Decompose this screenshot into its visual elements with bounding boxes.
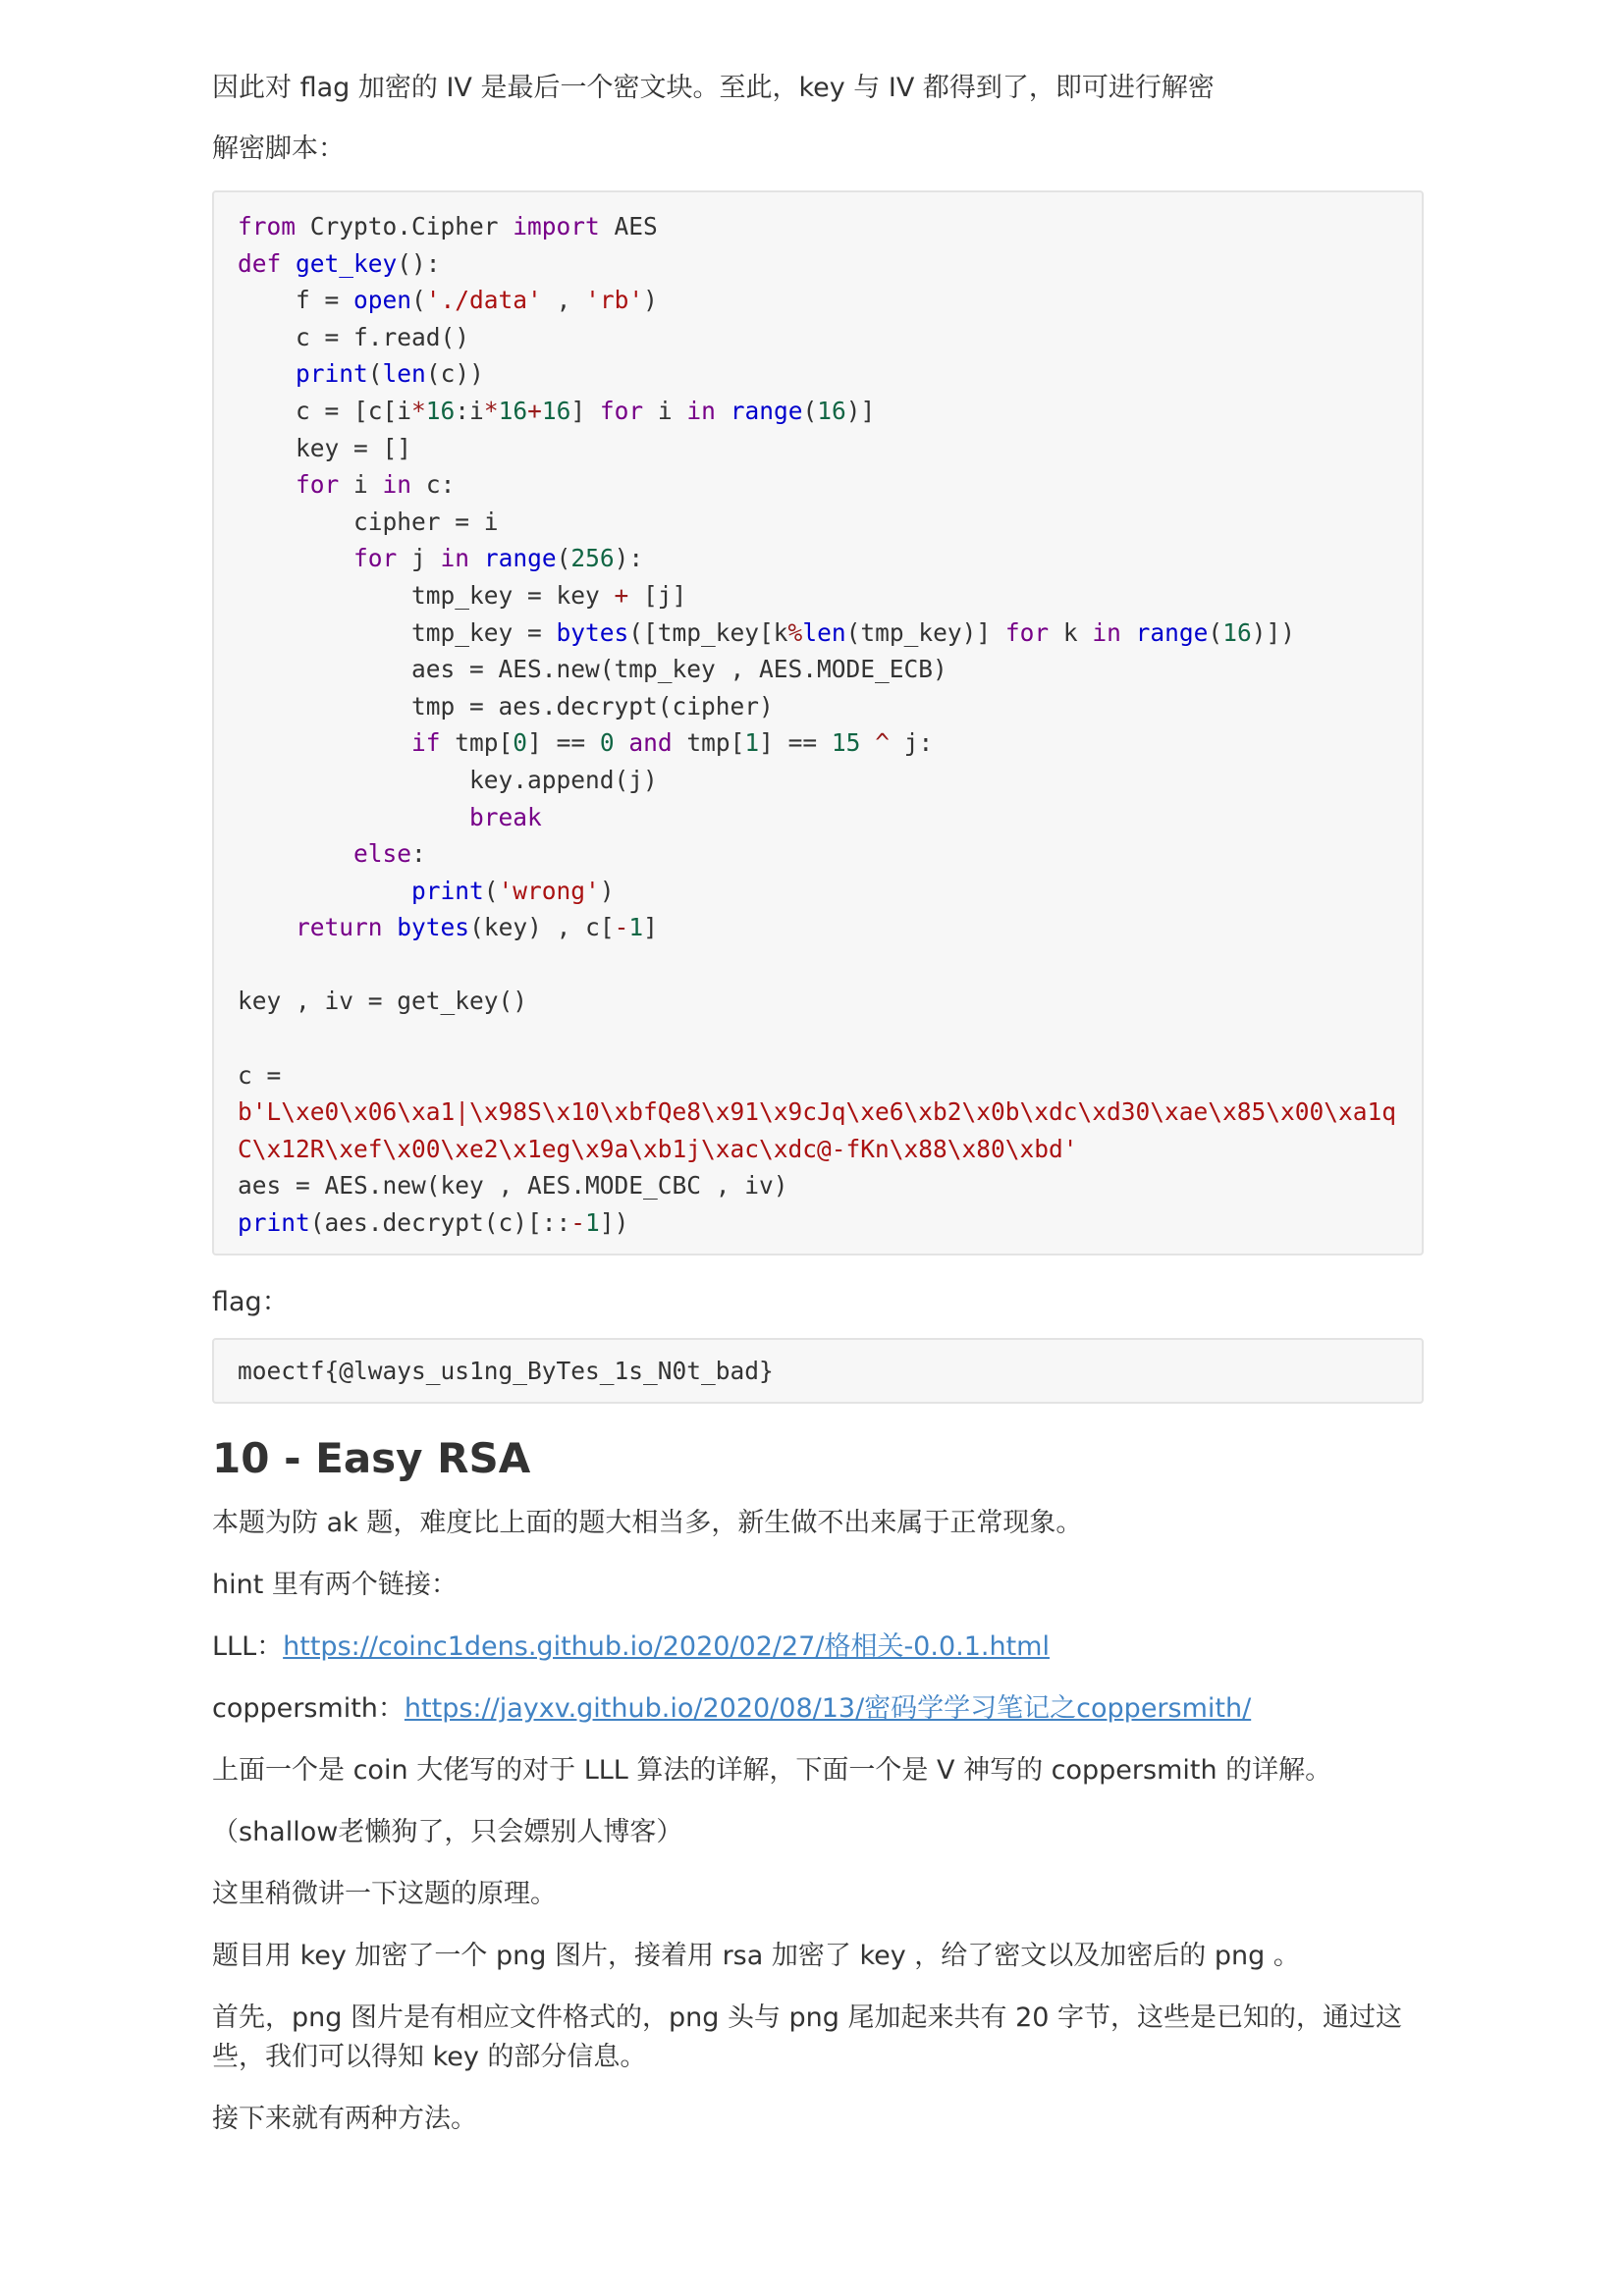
builtin-token: len — [802, 617, 846, 647]
builtin-token: open — [353, 286, 412, 315]
lll-link[interactable]: https://coinc1dens.github.io/2020/02/27/格相关-0.0.1.html — [283, 1631, 1050, 1663]
builtin-token: print — [238, 1208, 310, 1238]
keyword-token: else — [353, 839, 412, 869]
decrypt-code — [238, 208, 1398, 1242]
code-text: )] — [845, 396, 876, 425]
code-text: [j] — [628, 580, 687, 610]
code-text: ([tmp_key[k — [628, 617, 788, 647]
code-text — [716, 397, 730, 425]
code-line — [238, 1061, 281, 1090]
number-token: 16 — [541, 396, 571, 425]
code-line — [238, 1097, 1396, 1126]
code-text: (c)) — [425, 359, 484, 389]
keyword-token: def — [238, 248, 282, 278]
lll-label: LLL： — [212, 1631, 284, 1663]
number-token: 0 — [599, 728, 615, 758]
keyword-token: and — [628, 728, 673, 758]
code-text: ( — [802, 396, 818, 425]
code-line — [238, 544, 643, 572]
code-text: (key) , c[ — [469, 913, 615, 942]
builtin-token: get_key — [296, 248, 398, 278]
keyword-token: for — [599, 396, 644, 425]
operator-token: * — [411, 396, 426, 425]
code-text — [238, 839, 353, 868]
section-paragraph-7-line-1: 首先，png 图片是有相应文件格式的，png 头与 png 尾加起来共有 20 字节，这些是已知的，通过这 — [212, 2002, 1403, 2034]
code-text: tmp_key = key — [238, 580, 615, 610]
code-text — [860, 728, 875, 757]
script-label: 解密脚本： — [212, 133, 345, 164]
string-token: 'wrong' — [498, 876, 600, 905]
code-text — [1121, 618, 1136, 647]
keyword-token: in — [686, 396, 716, 425]
code-text: : — [411, 839, 426, 869]
string-token: 'rb' — [585, 286, 644, 315]
keyword-token: in — [1092, 617, 1121, 647]
code-line — [238, 470, 455, 499]
code-line — [238, 1208, 628, 1237]
code-text: i — [339, 470, 383, 500]
section-heading: 10 - Easy RSA — [212, 1434, 531, 1483]
coppersmith-link-line — [212, 1689, 1424, 1729]
decrypt-code-block — [212, 190, 1424, 1255]
builtin-token: len — [382, 359, 426, 389]
code-line — [238, 987, 527, 1015]
code-line — [238, 1171, 788, 1200]
string-token: './data' — [425, 286, 542, 315]
coppersmith-label: coppersmith： — [212, 1693, 405, 1725]
operator-token: * — [483, 396, 499, 425]
code-text: c = f.read() — [238, 322, 470, 351]
code-text — [238, 803, 469, 831]
code-text — [238, 470, 296, 499]
code-line — [238, 581, 686, 610]
code-line — [238, 618, 1295, 647]
number-token: 16 — [498, 396, 528, 425]
section-paragraph-8: 接下来就有两种方法。 — [212, 2104, 477, 2135]
keyword-token: in — [382, 470, 412, 500]
builtin-token: range — [1135, 617, 1209, 647]
keyword-token: break — [469, 802, 542, 831]
number-token: 16 — [817, 396, 846, 425]
code-text: aes = AES.new(key , AES.MODE_CBC , iv) — [238, 1171, 788, 1201]
code-text: )]) — [1251, 617, 1295, 647]
code-text: ] — [570, 396, 600, 425]
keyword-token: in — [440, 544, 470, 573]
builtin-token: print — [411, 876, 484, 905]
intro-paragraph: 因此对 flag 加密的 IV 是最后一个密文块。至此，key 与 IV 都得到了，即可进行解密 — [212, 73, 1215, 103]
code-text: key , iv = get_key() — [238, 987, 528, 1016]
section-paragraph-6: 题目用 key 加密了一个 png 图片，接着用 rsa 加密了 key ，给了密文以及加密后的 png 。 — [212, 1941, 1300, 1972]
code-text: :i — [455, 396, 484, 425]
code-line — [238, 286, 658, 314]
code-text — [383, 913, 398, 941]
builtin-token: range — [483, 544, 557, 573]
section-paragraph-3: 上面一个是 coin 大佬写的对于 LLL 算法的详解，下面一个是 V 神写的 coppersmith 的详解。 — [212, 1755, 1332, 1787]
code-text — [615, 728, 629, 757]
number-token: 1 — [628, 913, 644, 942]
string-token: C\x12R\xef\x00\xe2\x1eg\x9a\xb1j\xac\xdc@-fKn\x88\x80\xbd' — [238, 1134, 1078, 1163]
keyword-token: for — [296, 470, 340, 500]
code-text: tmp[ — [440, 728, 514, 758]
number-token: 16 — [425, 396, 456, 425]
code-line — [238, 728, 933, 757]
section-paragraph-7 — [212, 1999, 1424, 2077]
code-text: tmp_key = — [238, 617, 557, 647]
code-line — [238, 655, 947, 683]
code-line — [238, 323, 469, 351]
code-text — [238, 728, 411, 757]
section-paragraph-7-line-2: 些，我们可以得知 key 的部分信息。 — [212, 2042, 647, 2073]
code-text — [238, 877, 411, 905]
code-text — [469, 544, 484, 572]
code-line — [238, 397, 875, 425]
flag-code-block — [212, 1338, 1424, 1405]
section-paragraph-4: （shallow老懒狗了，只会嫖别人博客） — [212, 1817, 683, 1848]
string-token: b'L\xe0\x06\xa1|\x98S\x10\xbfQe8\x91\x9cJq\xe6\xb2\x0b\xdc\xd30\xae\x85\x00\xa1q — [238, 1097, 1397, 1127]
code-text: ] == — [759, 728, 832, 758]
operator-token: - — [614, 913, 629, 942]
code-line — [238, 1135, 1078, 1163]
code-text: i — [643, 396, 687, 425]
keyword-token: from — [238, 212, 297, 240]
code-text: (): — [397, 248, 441, 278]
lll-link-line — [212, 1628, 1424, 1667]
code-line — [238, 507, 499, 536]
keyword-token: for — [1004, 617, 1050, 647]
code-text: ( — [411, 286, 426, 315]
document-page — [212, 69, 1424, 2139]
code-text — [238, 913, 296, 941]
code-text: k — [1049, 617, 1093, 647]
code-text: ( — [367, 359, 383, 389]
code-text: ( — [483, 876, 499, 905]
number-token: 256 — [570, 544, 615, 573]
keyword-token: if — [411, 728, 441, 758]
code-line — [238, 249, 441, 278]
code-line — [238, 434, 411, 462]
code-text: c = — [238, 1060, 282, 1090]
code-text: c = [c[i — [238, 396, 412, 425]
code-line — [238, 359, 484, 388]
code-text — [281, 249, 296, 278]
operator-token: - — [570, 1208, 586, 1238]
builtin-token: print — [296, 359, 368, 389]
code-text: key.append(j) — [238, 765, 658, 794]
code-line — [238, 839, 426, 868]
code-text: j — [397, 544, 441, 573]
code-text: ] == — [527, 728, 600, 758]
code-line — [238, 692, 774, 721]
code-text: c: — [411, 470, 456, 500]
keyword-token: import — [513, 212, 600, 240]
number-token: 0 — [513, 728, 528, 758]
code-line — [238, 913, 658, 941]
code-text: AES — [599, 212, 658, 240]
code-line — [238, 803, 542, 831]
code-line — [238, 212, 658, 240]
code-text: , — [541, 286, 586, 315]
code-text: tmp[ — [672, 728, 745, 758]
keyword-token: for — [353, 544, 398, 573]
code-text: Crypto.Cipher — [296, 212, 514, 240]
flag-label: flag： — [212, 1286, 289, 1317]
code-text — [238, 359, 296, 388]
code-line — [238, 877, 615, 905]
code-text: ( — [556, 544, 571, 573]
section-paragraph-2: hint 里有两个链接： — [212, 1570, 458, 1601]
code-text: (aes.decrypt(c)[:: — [309, 1208, 571, 1238]
code-text: ): — [614, 544, 644, 573]
section-paragraph-1: 本题为防 ak 题，难度比上面的题大相当多，新生做不出来属于正常现象。 — [212, 1508, 1083, 1539]
operator-token: + — [614, 580, 629, 610]
number-token: 1 — [744, 728, 760, 758]
code-line — [238, 766, 658, 794]
number-token: 16 — [1222, 617, 1252, 647]
builtin-token: range — [730, 396, 803, 425]
code-text: ]) — [599, 1208, 629, 1238]
keyword-token: return — [296, 913, 383, 942]
number-token: 1 — [585, 1208, 600, 1238]
code-text: aes = AES.new(tmp_key , AES.MODE_ECB) — [238, 655, 947, 684]
code-text: key = [] — [238, 433, 412, 462]
operator-token: % — [787, 617, 803, 647]
operator-token: + — [527, 396, 542, 425]
code-text: f = — [238, 286, 354, 315]
number-token: 15 — [831, 728, 861, 758]
flag-value: moectf{@lways_us1ng_ByTes_1s_N0t_bad} — [238, 1356, 774, 1385]
code-text: ( — [1208, 617, 1223, 647]
code-text: (tmp_key)] — [845, 617, 1005, 647]
code-text: tmp = aes.decrypt(cipher) — [238, 691, 774, 721]
builtin-token: bytes — [397, 913, 470, 942]
code-text: ) — [599, 876, 615, 905]
code-text — [238, 544, 353, 572]
code-text: cipher = i — [238, 507, 499, 536]
section-paragraph-5: 这里稍微讲一下这题的原理。 — [212, 1879, 557, 1910]
code-text: ) — [643, 286, 658, 315]
coppersmith-link[interactable]: https://jayxv.github.io/2020/08/13/密码学学习笔记之coppersmith/ — [404, 1693, 1252, 1725]
code-text: j: — [889, 728, 934, 758]
builtin-token: bytes — [556, 617, 629, 647]
code-text: ] — [643, 913, 658, 942]
operator-token: ^ — [875, 728, 890, 758]
